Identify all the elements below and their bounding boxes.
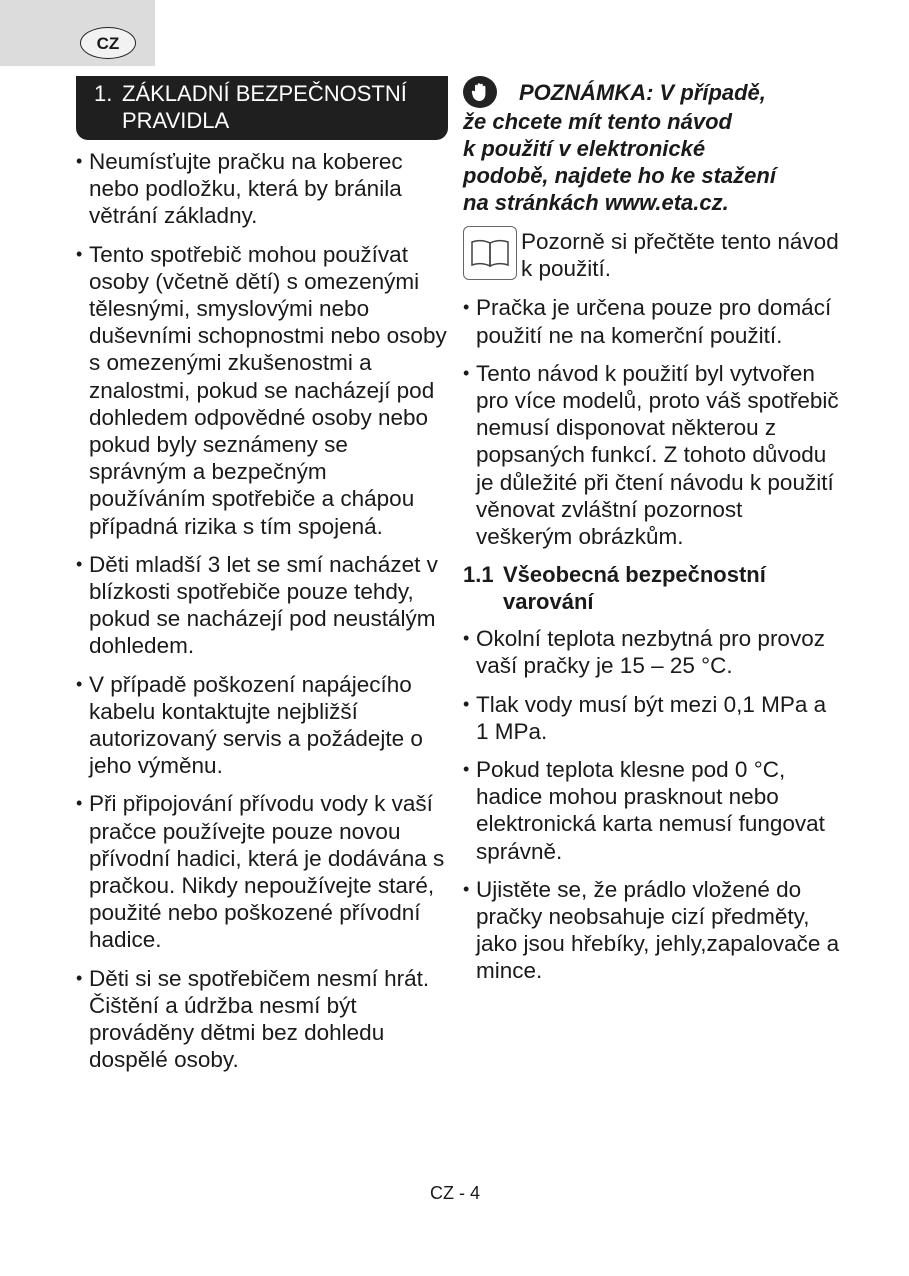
note-line: k použití v elektronické [463,136,706,161]
list-item: • Při připojování přívodu vody k vaší pračce používejte pouze novou přívodní hadici, která je dodávána s pračkou. Nikdy nepoužívejte staré, použité nebo poškozené přívodní hadice. [76,790,448,953]
list-item: • Neumísťujte pračku na koberec nebo podložku, která by bránila větrání základny. [76,148,448,230]
list-item: • Okolní teplota nezbytná pro provoz vaší pračky je 15 – 25 °C. [463,625,843,679]
list-item: • V případě poškození napájecího kabelu kontaktujte nejbližší autorizovaný servis a požádejte o jeho výměnu. [76,671,448,780]
section-number: 1. [94,81,113,106]
left-column [76,76,448,1085]
list-item: • Pokud teplota klesne pod 0 °C, hadice mohou prasknout nebo elektronická karta nemusí fungovat správně. [463,756,843,865]
note-block [463,76,843,216]
list-item: • Tento návod k použití byl vytvořen pro více modelů, proto váš spotřebič nemusí disponovat některou z popsaných funkcí. Z tohoto důvodu je důležité při čtení návodu k použití věnovat zvláštní pozornost veškerým obrázkům. [463,360,843,550]
header-corner-box [0,0,155,66]
list-item: • Děti si se spotřebičem nesmí hrát. Čištění a údržba nesmí být prováděny dětmi bez dohledu dospělé osoby. [76,965,448,1074]
read-manual-notice [463,228,843,282]
list-item: • Tento spotřebič mohou používat osoby (včetně dětí) s omezenými tělesnými, smyslovými nebo duševními schopnostmi nebo osoby s omezenými zkušenostmi a znalostmi, pokud se nacházejí pod dohledem odpovědné osoby nebo pokud byly seznámeny se správným a bezpečným používáním spotřebiče a chápou případná rizika s tím spojená. [76,241,448,540]
list-item: • Pračka je určena pouze pro domácí použití ne na komerční použití. [463,294,843,348]
language-badge: CZ [80,27,136,59]
right-column [463,76,843,996]
section-title: ZÁKLADNÍ BEZPEČNOSTNÍ PRAVIDLA [122,81,407,133]
subsection-title: Všeobecná bezpečnostní varování [503,562,766,615]
note-line: že chcete mít tento návod [463,109,732,134]
list-item: • Tlak vody musí být mezi 0,1 MPa a 1 MPa. [463,691,843,745]
subsection-heading [463,561,843,615]
subsection-number: 1.1 [463,562,494,588]
open-book-icon [463,226,517,280]
section-heading [76,76,448,140]
note-line: podobě, najdete ho ke stažení [463,163,776,188]
hand-stop-icon [463,76,497,108]
note-label: POZNÁMKA: V případě, [519,79,766,105]
page-number: CZ - 4 [430,1183,481,1203]
list-item: • Ujistěte se, že prádlo vložené do pračky neobsahuje cizí předměty, jako jsou hřebíky, jehly,zapalovače a mince. [463,876,843,985]
read-manual-text: Pozorně si přečtěte tento návod k použití. [521,229,839,282]
list-item: • Děti mladší 3 let se smí nacházet v blízkosti spotřebiče pouze tehdy, pokud se nacházejí pod neustálým dohledem. [76,551,448,660]
note-line: na stránkách www.eta.cz. [463,190,729,215]
